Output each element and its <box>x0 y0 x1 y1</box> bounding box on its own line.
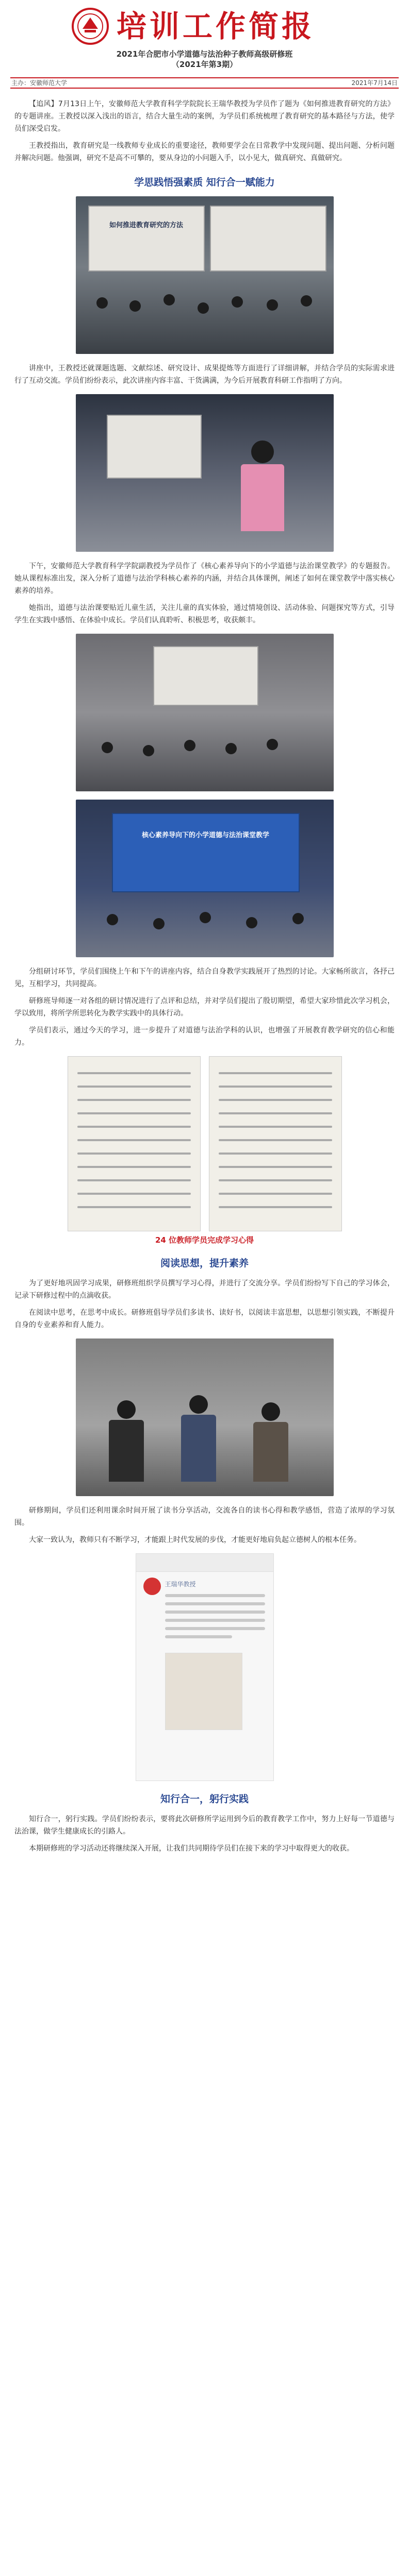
post-image <box>165 1653 242 1730</box>
projector-screen <box>88 206 205 272</box>
masthead-title: 培训工作简报 <box>117 9 315 44</box>
projector-screen <box>210 206 326 272</box>
audience-head <box>143 745 154 756</box>
paragraph: 本期研修班的学习活动还将继续深入开展，让我们共同期待学员们在接下来的学习中取得更大的收获。 <box>29 1844 354 1853</box>
paragraph: 【追风】7月13日上午，安徽师范大学教育科学学院院长王瑞华教授为学员作了题为《如何推进教育研究的方法》的专题讲座。王教授以深入浅出的语言，结合大量生动的案例，为学员们系统梳理了教育研究的基本路径与方法，使学员们深受启发。 <box>14 100 395 133</box>
paragraph: 研修班导师逐一对各组的研讨情况进行了点评和总结，并对学员们提出了殷切期望，希望大家珍惜此次学习机会，学以致用，将所学所思转化为教学实践中的具体行动。 <box>14 997 395 1018</box>
issue-date: 2021年7月14日 <box>351 79 398 87</box>
audience-head <box>246 917 257 928</box>
masthead <box>0 0 409 67</box>
paragraph: 她指出，道德与法治课要贴近儿童生活，关注儿童的真实体验，通过情境创设、活动体验、问题探究等方式，引导学生在实践中感悟、在体验中成长。学员们认真聆听、积极思考，收获颇丰。 <box>14 604 395 624</box>
paragraph: 分组研讨环节，学员们围绕上午和下午的讲座内容，结合自身教学实践展开了热烈的讨论。大家畅所欲言，各抒己见，互相学习，共同提高。 <box>14 968 395 988</box>
image-caption: 24 位教师学员完成学习心得 <box>155 1235 254 1245</box>
audience-head <box>267 299 278 311</box>
paragraph: 为了更好地巩固学习成果，研修班组织学员撰写学习心得，并进行了交流分享。学员们纷纷写下自己的学习体会，记录下研修过程中的点滴收获。 <box>14 1279 395 1300</box>
audience-head <box>292 913 304 924</box>
audience-head <box>267 739 278 750</box>
person-head <box>261 1402 280 1421</box>
study-notes-photo <box>209 1056 342 1231</box>
speaker-figure <box>241 464 284 531</box>
paragraph: 学员们表示，通过今天的学习，进一步提升了对道德与法治学科的认识，也增强了开展教育教学研究的信心和能力。 <box>14 1026 395 1047</box>
audience-head <box>301 295 312 307</box>
post-author: 王瑞华教授 <box>165 1581 196 1588</box>
audience-head <box>163 294 175 306</box>
avatar <box>143 1578 161 1595</box>
article-body <box>14 98 395 1859</box>
discussion-photo <box>76 1338 334 1496</box>
audience-head <box>129 300 141 312</box>
person-head <box>117 1400 136 1419</box>
masthead-subtitle: 2021年合肥市小学道德与法治种子教师高级研修班 <box>116 49 293 59</box>
paragraph: 大家一致认为，教师只有不断学习，才能跟上时代发展的步伐，才能更好地肩负起立德树人的根本任务。 <box>29 1536 361 1544</box>
section-title: 阅读思想，提升素养 <box>160 1258 249 1269</box>
speaker-photo <box>76 394 334 552</box>
header-rule <box>10 77 399 89</box>
audience-head <box>225 743 237 754</box>
lecture-photo <box>76 196 334 354</box>
projector-screen <box>107 415 202 479</box>
section-title: 知行合一，躬行实践 <box>160 1793 249 1805</box>
phone-status-bar <box>136 1554 273 1572</box>
paragraph: 讲座中，王教授还就课题选题、文献综述、研究设计、成果提炼等方面进行了详细讲解，并结合学员的实际需求进行了互动交流。学员们纷纷表示，此次讲座内容丰富、干货满满，为今后开展教育科研工作指明了方向。 <box>14 364 395 385</box>
social-post-screenshot <box>136 1553 274 1781</box>
projector-screen <box>112 813 300 892</box>
masthead-issue: （2021年第3期） <box>171 60 238 69</box>
audience-head <box>102 742 113 753</box>
study-notes-photo <box>68 1056 201 1231</box>
person-head <box>189 1395 208 1414</box>
projector-screen <box>153 646 258 706</box>
paragraph: 王教授指出，教育研究是一线教师专业成长的重要途径，教师要学会在日常教学中发现问题、提出问题、分析问题并解决问题。他强调，研究不是高不可攀的，要从身边的小问题入手，以小见大，做真研究、真做研究。 <box>14 142 395 162</box>
organizer-text: 主办：安徽师范大学 <box>11 79 68 87</box>
rule-line-bottom <box>10 88 399 89</box>
audience-head <box>96 297 108 309</box>
audience-head <box>184 740 195 751</box>
paragraph: 知行合一，躬行实践。学员们纷纷表示，要将此次研修所学运用到今后的教育教学工作中，努力上好每一节道德与法治课，做学生健康成长的引路人。 <box>14 1815 395 1836</box>
paragraph: 在阅读中思考，在思考中成长。研修班倡导学员们多读书、读好书，以阅读丰富思想，以思想引领实践，不断提升自身的专业素养和育人能力。 <box>14 1309 395 1329</box>
study-notes-gallery <box>14 1056 395 1231</box>
person-figure <box>253 1422 288 1482</box>
screen-text: 如何推进教育研究的方法 <box>109 221 183 229</box>
paragraph: 下午，安徽师范大学教育科学学院副教授为学员作了《核心素养导向下的小学道德与法治课堂教学》的专题报告。她从课程标准出发，深入分析了道德与法治学科核心素养的内涵，并结合具体课例，阐述了如何在课堂教学中落实核心素养的培养。 <box>14 562 395 595</box>
person-figure <box>181 1415 216 1482</box>
section-title: 学思践悟强素质 知行合一赋能力 <box>134 177 275 188</box>
person-figure <box>109 1420 144 1482</box>
classroom-photo <box>76 634 334 791</box>
audience-head <box>232 296 243 308</box>
screen-text: 核心素养导向下的小学道德与法治课堂教学 <box>141 832 269 839</box>
audience-head <box>107 914 118 925</box>
paragraph: 研修期间，学员们还利用课余时间开展了读书分享活动，交流各自的读书心得和教学感悟，营造了浓厚的学习氛围。 <box>14 1506 395 1527</box>
university-seal-icon <box>71 7 109 45</box>
audience-head <box>153 918 165 929</box>
rule-line-top <box>10 77 399 78</box>
audience-head <box>200 912 211 923</box>
audience-head <box>198 302 209 314</box>
speaker-head <box>251 440 274 463</box>
lecture-hall-photo <box>76 800 334 957</box>
